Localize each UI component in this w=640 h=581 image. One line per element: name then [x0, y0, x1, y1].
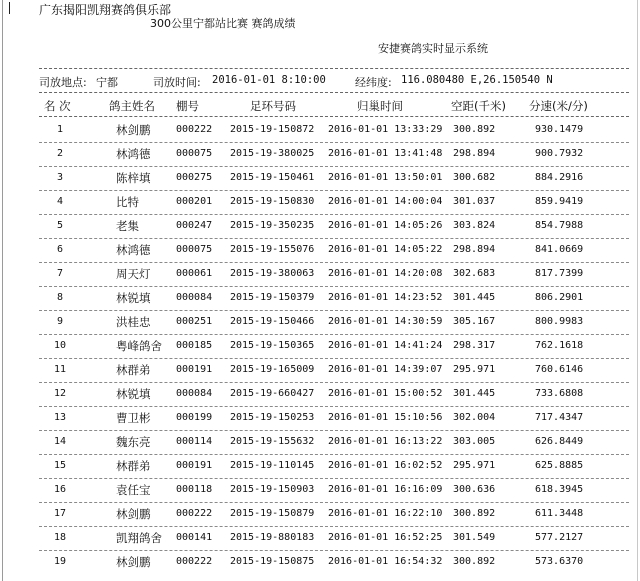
row-rank: 1 [56, 124, 64, 135]
row-speed: 577.2127 [535, 532, 584, 543]
row-loft: 000084 [176, 388, 213, 399]
table-row [0, 503, 640, 527]
row-rank: 9 [56, 316, 64, 327]
table-row [0, 551, 640, 575]
row-speed: 800.9983 [535, 316, 584, 327]
row-loft: 000141 [176, 532, 213, 543]
release-coord-label: 经纬度: [355, 76, 392, 89]
table-row [0, 455, 640, 479]
row-time: 2016-01-01 14:41:24 [328, 340, 443, 351]
row-loft: 000251 [176, 316, 213, 327]
row-rank: 2 [56, 148, 64, 159]
row-rank: 8 [56, 292, 64, 303]
row-owner: 林鸿德 [116, 243, 151, 257]
row-time: 2016-01-01 16:22:10 [328, 508, 443, 519]
col-owner: 鸽主姓名 [109, 99, 155, 113]
row-rank: 7 [56, 268, 64, 279]
row-loft: 000061 [176, 268, 213, 279]
row-ring: 2015-19-150830 [230, 196, 315, 207]
row-distance: 300.892 [453, 124, 496, 135]
row-speed: 717.4347 [535, 412, 584, 423]
row-time: 2016-01-01 15:00:52 [328, 388, 443, 399]
row-distance: 301.549 [453, 532, 496, 543]
row-speed: 817.7399 [535, 268, 584, 279]
table-row [0, 479, 640, 503]
row-time: 2016-01-01 16:16:09 [328, 484, 443, 495]
row-time: 2016-01-01 14:00:04 [328, 196, 443, 207]
row-owner: 洪桂忠 [116, 315, 151, 329]
table-row [0, 311, 640, 335]
row-speed: 854.7988 [535, 220, 584, 231]
row-ring: 2015-19-660427 [230, 388, 315, 399]
table-row [0, 263, 640, 287]
row-owner: 林剑鹏 [116, 555, 151, 569]
col-time: 归巢时间 [357, 99, 403, 113]
col-loft: 棚号 [176, 99, 199, 113]
row-owner: 袁任宝 [116, 483, 151, 497]
race-title: 300公里宁都站比赛 赛鸽成绩 [150, 17, 296, 30]
row-owner: 曹卫彬 [116, 411, 151, 425]
release-coord-value: 116.080480 E,26.150540 N [401, 74, 553, 86]
table-row [0, 383, 640, 407]
row-owner: 周天灯 [116, 267, 151, 281]
row-owner: 凯翔鸽舍 [116, 531, 162, 545]
row-distance: 295.971 [453, 460, 496, 471]
row-time: 2016-01-01 13:41:48 [328, 148, 443, 159]
col-rank: 名 次 [44, 99, 71, 113]
table-row [0, 335, 640, 359]
row-owner: 陈梓填 [116, 171, 151, 185]
row-distance: 302.683 [453, 268, 496, 279]
table-row [0, 167, 640, 191]
col-dist: 空距(千米) [451, 99, 506, 113]
row-ring: 2015-19-150379 [230, 292, 315, 303]
row-speed: 900.7932 [535, 148, 584, 159]
row-rank: 17 [53, 508, 67, 519]
row-ring: 2015-19-155076 [230, 244, 315, 255]
row-loft: 000084 [176, 292, 213, 303]
row-loft: 000075 [176, 244, 213, 255]
row-distance: 300.682 [453, 172, 496, 183]
row-speed: 611.3448 [535, 508, 584, 519]
release-time-value: 2016-01-01 8:10:00 [212, 74, 326, 86]
row-time: 2016-01-01 15:10:56 [328, 412, 443, 423]
row-distance: 303.005 [453, 436, 496, 447]
row-distance: 298.317 [453, 340, 496, 351]
row-owner: 老集 [116, 219, 139, 233]
row-loft: 000075 [176, 148, 213, 159]
row-rank: 15 [53, 460, 67, 471]
row-owner: 林锐填 [116, 291, 151, 305]
table-row [0, 119, 640, 143]
row-time: 2016-01-01 14:20:08 [328, 268, 443, 279]
row-time: 2016-01-01 14:05:26 [328, 220, 443, 231]
row-ring: 2015-19-380063 [230, 268, 315, 279]
row-ring: 2015-19-165009 [230, 364, 315, 375]
row-rank: 19 [53, 556, 67, 567]
row-rank: 16 [53, 484, 67, 495]
row-rank: 12 [53, 388, 67, 399]
row-ring: 2015-19-880183 [230, 532, 315, 543]
row-loft: 000201 [176, 196, 213, 207]
table-row [0, 287, 640, 311]
row-loft: 000275 [176, 172, 213, 183]
row-owner: 林剑鹏 [116, 507, 151, 521]
row-ring: 2015-19-150879 [230, 508, 315, 519]
row-loft: 000191 [176, 460, 213, 471]
row-ring: 2015-19-110145 [230, 460, 315, 471]
table-row [0, 359, 640, 383]
row-rank: 13 [53, 412, 67, 423]
row-ring: 2015-19-380025 [230, 148, 315, 159]
row-distance: 298.894 [453, 148, 496, 159]
row-rank: 6 [56, 244, 64, 255]
header-divider [39, 116, 629, 117]
release-place-value: 宁都 [96, 76, 118, 89]
row-rank: 10 [53, 340, 67, 351]
row-rank: 5 [56, 220, 64, 231]
row-ring: 2015-19-150253 [230, 412, 315, 423]
release-time-label: 司放时间: [153, 76, 201, 89]
row-loft: 000222 [176, 124, 213, 135]
row-time: 2016-01-01 16:13:22 [328, 436, 443, 447]
row-ring: 2015-19-150903 [230, 484, 315, 495]
row-owner: 林鸿德 [116, 147, 151, 161]
row-time: 2016-01-01 14:05:22 [328, 244, 443, 255]
row-ring: 2015-19-150466 [230, 316, 315, 327]
row-ring: 2015-19-150875 [230, 556, 315, 567]
info-divider [39, 92, 629, 93]
table-row [0, 143, 640, 167]
row-distance: 301.445 [453, 292, 496, 303]
top-divider [39, 68, 629, 69]
row-rank: 18 [53, 532, 67, 543]
club-title: 广东揭阳凯翔赛鸽俱乐部 [39, 3, 172, 17]
row-rank: 11 [53, 364, 67, 375]
row-loft: 000222 [176, 556, 213, 567]
row-ring: 2015-19-155632 [230, 436, 315, 447]
row-loft: 000191 [176, 364, 213, 375]
row-loft: 000247 [176, 220, 213, 231]
row-speed: 760.6146 [535, 364, 584, 375]
table-header [0, 98, 640, 112]
row-owner: 林群弟 [116, 459, 151, 473]
row-time: 2016-01-01 14:30:59 [328, 316, 443, 327]
row-owner: 林剑鹏 [116, 123, 151, 137]
table-row [0, 191, 640, 215]
row-owner: 魏东亮 [116, 435, 151, 449]
row-distance: 303.824 [453, 220, 496, 231]
row-speed: 618.3945 [535, 484, 584, 495]
row-time: 2016-01-01 14:39:07 [328, 364, 443, 375]
row-time: 2016-01-01 13:50:01 [328, 172, 443, 183]
release-place-label: 司放地点: [39, 76, 87, 89]
row-speed: 841.0669 [535, 244, 584, 255]
col-speed: 分速(米/分) [529, 99, 588, 113]
row-owner: 林锐填 [116, 387, 151, 401]
row-distance: 300.636 [453, 484, 496, 495]
row-speed: 573.6370 [535, 556, 584, 567]
row-distance: 302.004 [453, 412, 496, 423]
row-loft: 000222 [176, 508, 213, 519]
row-speed: 884.2916 [535, 172, 584, 183]
row-time: 2016-01-01 16:54:32 [328, 556, 443, 567]
row-distance: 301.445 [453, 388, 496, 399]
row-distance: 298.894 [453, 244, 496, 255]
row-speed: 625.8885 [535, 460, 584, 471]
row-owner: 林群弟 [116, 363, 151, 377]
row-speed: 806.2901 [535, 292, 584, 303]
row-loft: 000185 [176, 340, 213, 351]
row-loft: 000199 [176, 412, 213, 423]
row-loft: 000114 [176, 436, 213, 447]
row-rank: 3 [56, 172, 64, 183]
row-speed: 762.1618 [535, 340, 584, 351]
row-ring: 2015-19-150365 [230, 340, 315, 351]
row-distance: 295.971 [453, 364, 496, 375]
system-name: 安捷赛鸽实时显示系统 [378, 42, 488, 55]
row-distance: 300.892 [453, 556, 496, 567]
row-ring: 2015-19-350235 [230, 220, 315, 231]
row-distance: 301.037 [453, 196, 496, 207]
row-rank: 4 [56, 196, 64, 207]
row-time: 2016-01-01 16:52:25 [328, 532, 443, 543]
table-row [0, 239, 640, 263]
row-distance: 305.167 [453, 316, 496, 327]
row-rank: 14 [53, 436, 67, 447]
row-time: 2016-01-01 16:02:52 [328, 460, 443, 471]
row-time: 2016-01-01 13:33:29 [328, 124, 443, 135]
row-loft: 000118 [176, 484, 213, 495]
row-ring: 2015-19-150461 [230, 172, 315, 183]
row-speed: 930.1479 [535, 124, 584, 135]
table-row [0, 527, 640, 551]
row-speed: 733.6808 [535, 388, 584, 399]
row-distance: 300.892 [453, 508, 496, 519]
text-cursor [9, 2, 10, 14]
release-info [39, 74, 629, 88]
row-speed: 626.8449 [535, 436, 584, 447]
table-row [0, 215, 640, 239]
row-speed: 859.9419 [535, 196, 584, 207]
row-owner: 比特 [116, 195, 139, 209]
row-owner: 粤峰鸽舍 [116, 339, 162, 353]
table-row [0, 407, 640, 431]
table-row [0, 431, 640, 455]
row-time: 2016-01-01 14:23:52 [328, 292, 443, 303]
col-ring: 足环号码 [250, 99, 296, 113]
row-ring: 2015-19-150872 [230, 124, 315, 135]
